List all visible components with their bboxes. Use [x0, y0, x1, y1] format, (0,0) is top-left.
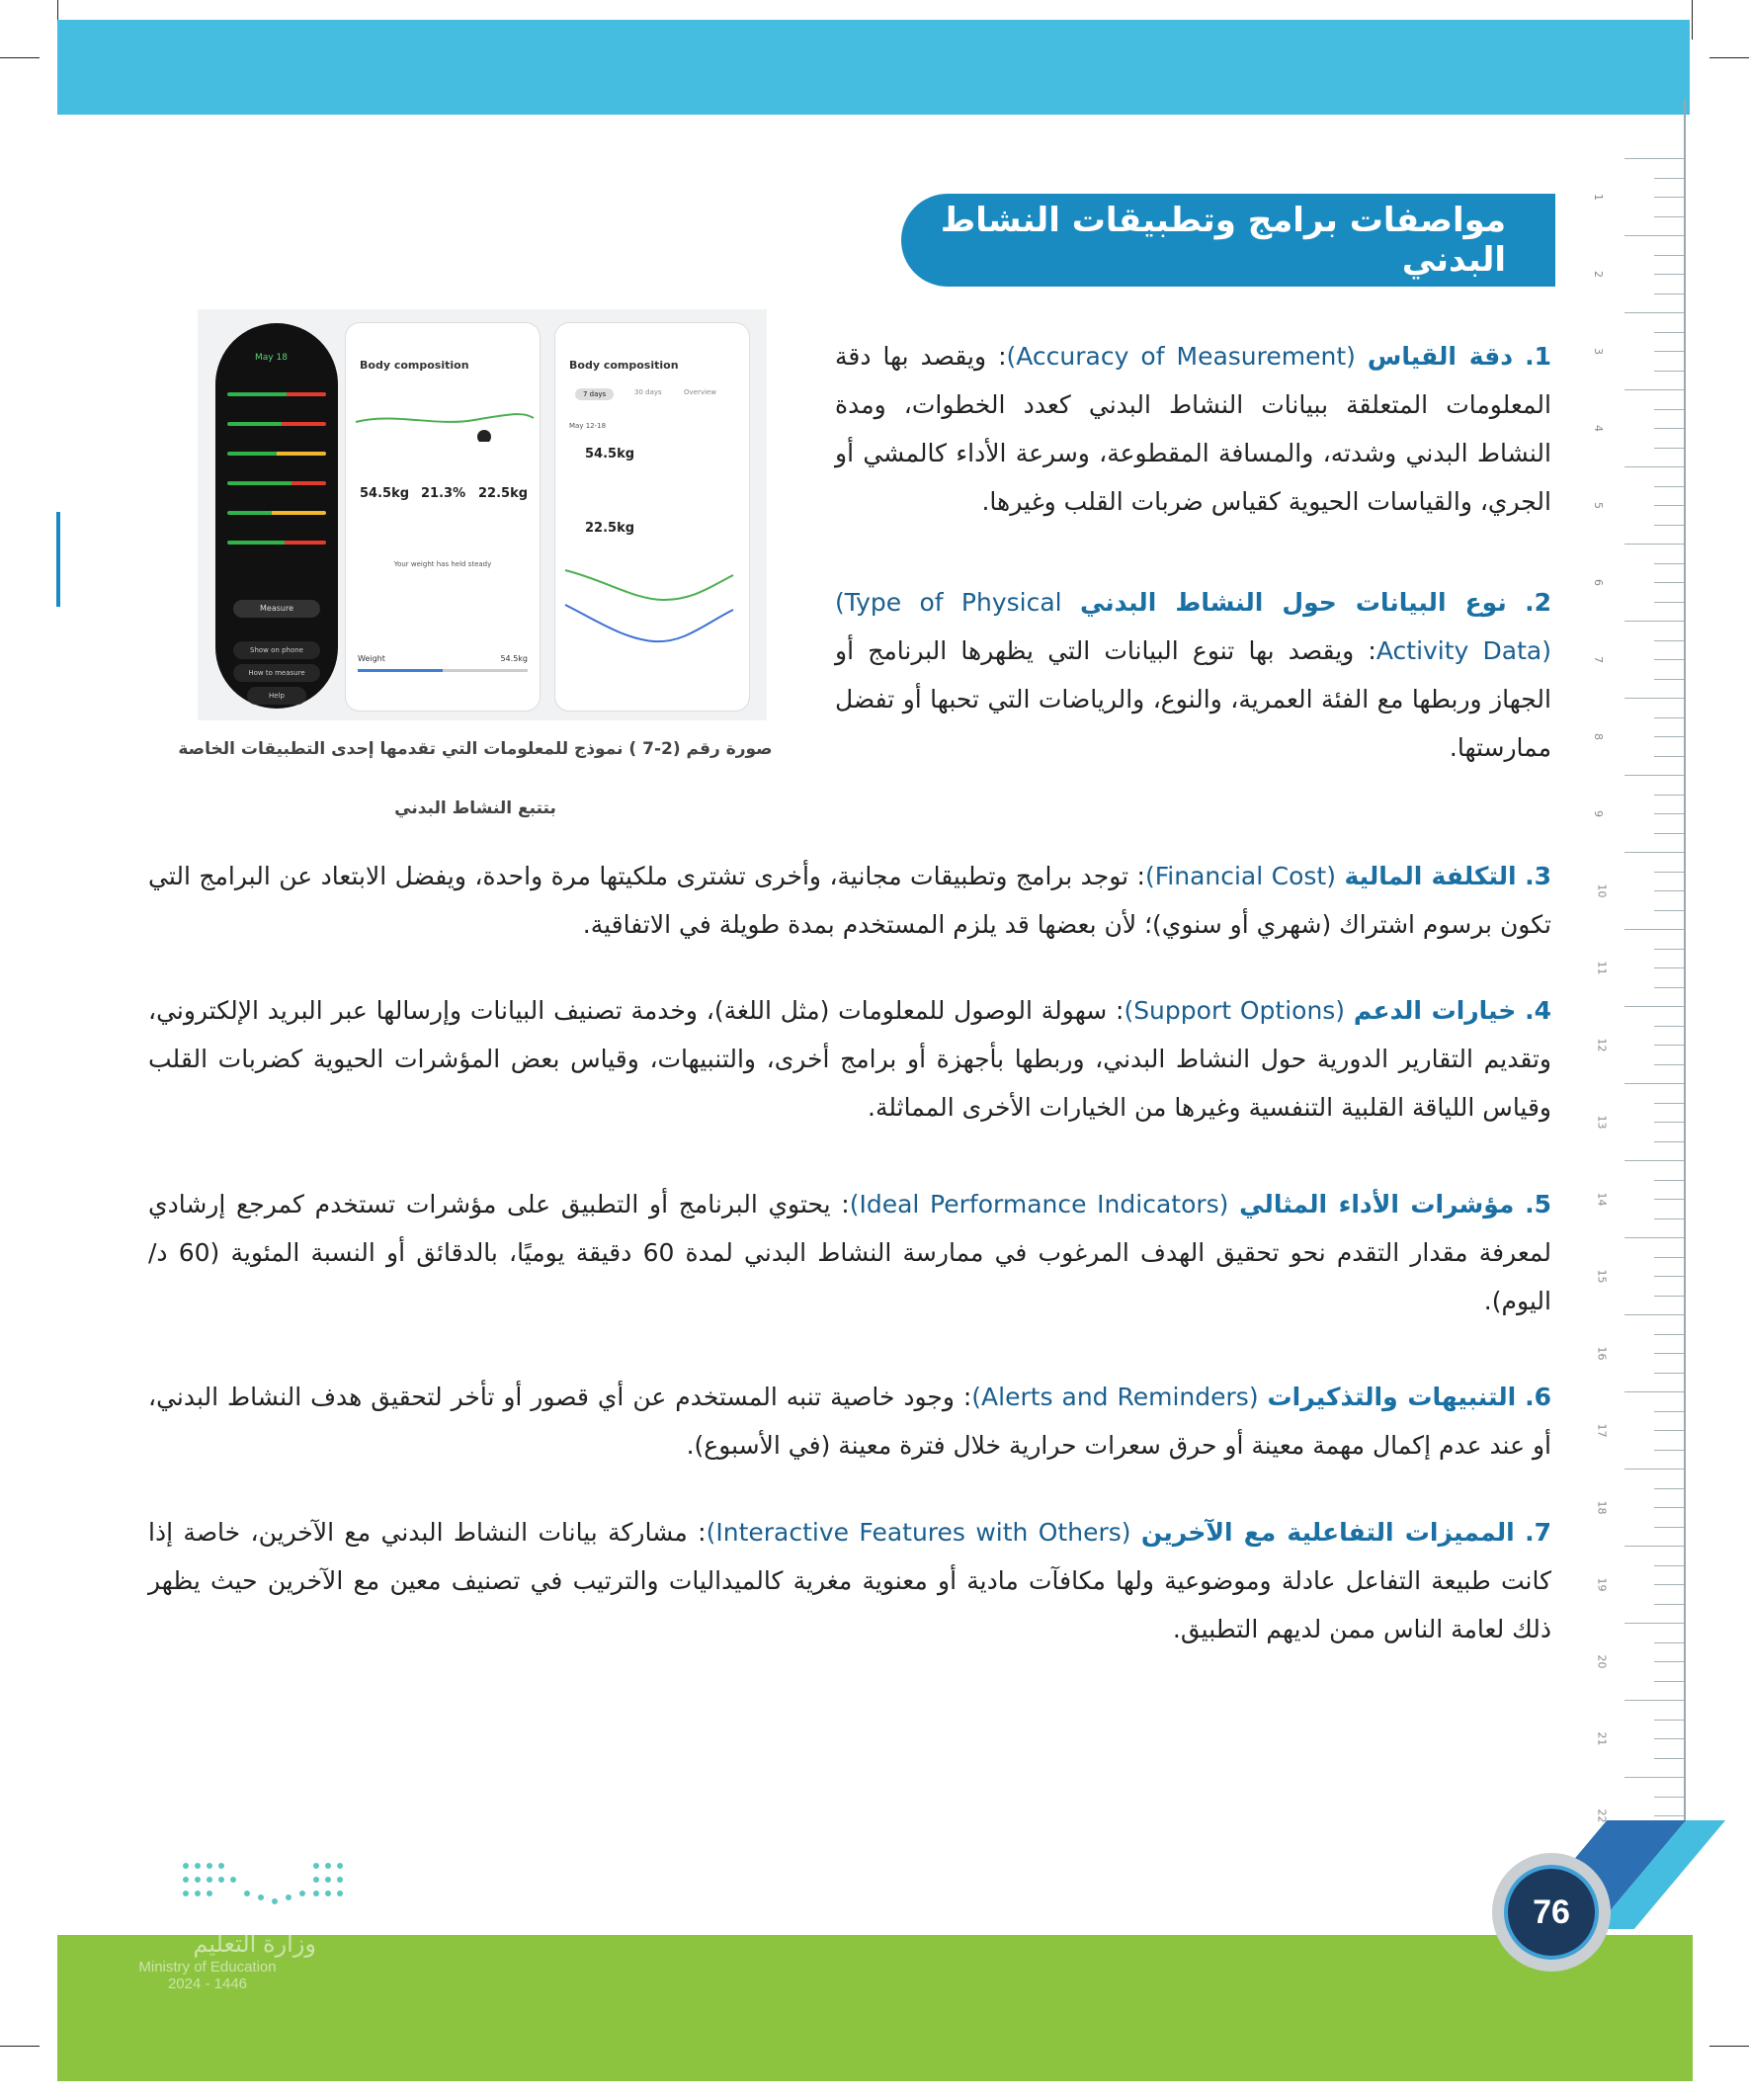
item-body: : مشاركة بيانات النشاط البدني مع الآخرين، خاصة إذا كانت طبيعة التفاعل عادلة وموضوعية ولها مكافآت مادية أو معنوية مغرية كالميداليات والترتيب في تصنيف معين مع الآخرين حيث يظهر ذلك لعامة الناس ممن لديهم التطبيق. — [148, 1518, 1551, 1643]
watch-bar — [227, 452, 326, 456]
ruler-tick — [1624, 1546, 1684, 1547]
ruler-number: 17 — [1595, 1423, 1609, 1438]
ruler-number: 3 — [1592, 348, 1605, 355]
ministry-year: 2024 - 1446 — [167, 1975, 248, 1992]
ruler-tick — [1654, 505, 1684, 506]
figure-caption-line1: صورة رقم (2-7 ) نموذج للمعلومات التي تقدمها إحدى التطبيقات الخاصة — [178, 739, 773, 759]
ruler-tick — [1654, 1565, 1684, 1566]
list-item — [148, 1180, 1551, 1325]
item-number: 2. — [1525, 588, 1551, 617]
crop-mark — [1709, 2046, 1749, 2047]
watch-menu-label: How to measure — [248, 669, 305, 677]
item-number: 4. — [1525, 996, 1552, 1025]
item-english-term: (Alerts and Reminders) — [971, 1383, 1259, 1411]
ruler-tick — [1654, 756, 1684, 757]
item-english-term: (Support Options) — [1124, 996, 1346, 1025]
ruler-tick — [1654, 736, 1684, 737]
ruler-tick — [1624, 1700, 1684, 1701]
item-heading: نوع البيانات حول النشاط البدني — [1079, 588, 1507, 617]
phone2-tab-overview: Overview — [684, 388, 716, 396]
list-item — [835, 578, 1551, 772]
phone1-slider — [358, 669, 528, 672]
ruler-tick — [1624, 621, 1684, 622]
ruler-number: 1 — [1592, 194, 1605, 201]
phone-screen-1 — [346, 323, 540, 711]
ruler-number: 11 — [1595, 961, 1609, 975]
item-number: 3. — [1525, 862, 1551, 890]
ruler-tick — [1654, 659, 1684, 660]
ruler-number: 18 — [1595, 1500, 1609, 1515]
phone1-stat-muscle: 22.5kg — [478, 486, 529, 501]
section-title-pill — [901, 194, 1555, 287]
ruler-tick — [1654, 1064, 1684, 1065]
ruler-tick — [1624, 775, 1684, 776]
ruler-tick — [1654, 1257, 1684, 1258]
watch-menu-item — [233, 641, 320, 659]
watch-measure-label: Measure — [260, 604, 293, 613]
ruler-tick — [1654, 1720, 1684, 1721]
ruler-tick — [1654, 1604, 1684, 1605]
crop-mark — [0, 57, 40, 58]
ruler-tick — [1654, 1738, 1684, 1739]
watch-bar — [227, 511, 326, 515]
watch-bar — [227, 541, 326, 545]
ruler-tick — [1654, 679, 1684, 680]
list-item — [835, 332, 1551, 526]
ruler-tick — [1624, 1777, 1684, 1778]
ruler-tick — [1654, 351, 1684, 352]
ruler-tick — [1624, 1083, 1684, 1084]
ruler-number: 5 — [1592, 502, 1605, 509]
figure-caption-line2: بتتبع النشاط البدني — [394, 798, 556, 818]
ruler-tick — [1624, 235, 1684, 236]
ruler-number: 8 — [1592, 733, 1605, 740]
page-number-badge — [1492, 1853, 1611, 1972]
item-english-term: (Ideal Performance Indicators) — [849, 1190, 1229, 1218]
item-heading: المميزات التفاعلية مع الآخرين — [1140, 1518, 1515, 1547]
ruler-tick — [1624, 1314, 1684, 1315]
ruler-tick — [1654, 1642, 1684, 1643]
ruler-tick — [1654, 371, 1684, 372]
ruler-tick — [1654, 1199, 1684, 1200]
ruler-tick — [1654, 1797, 1684, 1798]
ruler-tick — [1624, 544, 1684, 545]
ruler-tick — [1654, 409, 1684, 410]
ruler-tick — [1654, 1450, 1684, 1451]
phone2-stat-bottom: 22.5kg — [585, 521, 635, 536]
ruler-tick — [1624, 929, 1684, 930]
section-title: مواصفات برامج وتطبيقات النشاط البدني — [940, 201, 1506, 280]
phone1-stat-weight: 54.5kg — [360, 486, 410, 501]
ruler-tick — [1654, 1141, 1684, 1142]
ruler-number: 16 — [1595, 1346, 1609, 1361]
ruler-tick — [1654, 1026, 1684, 1027]
ruler-tick — [1624, 1006, 1684, 1007]
item-body: : سهولة الوصول للمعلومات (مثل اللغة)، وخدمة تصنيف البيانات وإرسالها عبر البريد الإلكتروني، وتقديم التقارير الدورية حول النشاط البدني، وربطها بأجهزة أو برامج أخرى، والتنبيهات، وقياس بعض المؤشرات الحيوية كضربات القلب وقياس اللياقة القلبية التنفسية وغيرها من الخيارات الأخرى المماثلة. — [148, 996, 1551, 1122]
ruler-tick — [1654, 890, 1684, 891]
ruler-tick — [1654, 216, 1684, 217]
list-item — [148, 1508, 1551, 1653]
ruler-number: 7 — [1592, 656, 1605, 663]
ruler-tick — [1654, 1045, 1684, 1046]
ruler-tick — [1654, 197, 1684, 198]
item-body: : وجود خاصية تنبه المستخدم عن أي قصور أو تأخر لتحقيق هدف النشاط البدني، أو عند عدم إكمال مهمة معينة أو حرق سعرات حرارية خلال فترة معينة (في الأسبوع). — [148, 1383, 1551, 1460]
ruler-tick — [1654, 1276, 1684, 1277]
ruler-number: 14 — [1595, 1192, 1609, 1207]
ruler-tick — [1624, 852, 1684, 853]
ruler-tick — [1654, 717, 1684, 718]
ruler-tick — [1624, 389, 1684, 390]
ruler-tick — [1654, 833, 1684, 834]
phone2-trend-chart — [555, 550, 749, 659]
watch-bar — [227, 392, 326, 396]
item-body: : توجد برامج وتطبيقات مجانية، وأخرى تشترى ملكيتها مرة واحدة، ويفضل الابتعاد عن البرامج التي تكون برسوم اشتراك (شهري أو سنوي)؛ لأن بعضها قد يلزم المستخدم بمدة طويلة في الاتفاقية. — [148, 862, 1551, 939]
ruler-tick — [1624, 1237, 1684, 1238]
item-english-term: (Type of Physical Activity Data) — [835, 588, 1551, 665]
top-banner — [57, 20, 1690, 115]
ruler-tick — [1654, 1373, 1684, 1374]
ruler-tick — [1654, 582, 1684, 583]
item-body: : يحتوي البرنامج أو التطبيق على مؤشرات تستخدم كمرجع إرشادي لمعرفة مقدار التقدم نحو تحقيق الهدف المرغوب في ممارسة النشاط البدني لمدة 60 دقيقة يوميًا، بالدقائق أو النسبة المئوية (60 د/اليوم). — [148, 1190, 1551, 1315]
phone2-range: May 12-18 — [569, 422, 607, 430]
ruler-tick — [1654, 1815, 1684, 1816]
ruler-number: 10 — [1595, 883, 1609, 898]
phone1-weight-chart — [346, 382, 540, 442]
ruler-tick — [1624, 1623, 1684, 1624]
ruler-number: 9 — [1592, 810, 1605, 817]
item-number: 5. — [1525, 1190, 1551, 1218]
ruler-tick — [1654, 813, 1684, 814]
item-heading: خيارات الدعم — [1353, 996, 1517, 1025]
phone1-note: Your weight has held steady — [393, 560, 492, 568]
ruler-number: 19 — [1595, 1577, 1609, 1592]
item-heading: مؤشرات الأداء المثالي — [1239, 1190, 1515, 1218]
ruler-tick — [1624, 466, 1684, 467]
ruler-tick — [1654, 1353, 1684, 1354]
ministry-name-ar: وزارة التعليم — [193, 1931, 316, 1958]
smartwatch-screen — [215, 323, 338, 709]
ruler-tick — [1654, 949, 1684, 950]
ruler-tick — [1654, 525, 1684, 526]
page-ruler — [1593, 99, 1686, 1838]
ruler-tick — [1624, 1469, 1684, 1470]
crop-mark — [0, 2046, 40, 2047]
ruler-tick — [1654, 332, 1684, 333]
item-heading: التكلفة المالية — [1344, 862, 1517, 890]
item-body: : ويقصد بها دقة المعلومات المتعلقة ببيانات النشاط البدني كعدد الخطوات، ومدة النشاط البدني وشدته، والمسافة المقطوعة، وسرعة الأداء كالمشي أو الجري، والقياسات الحيوية كقياس ضربات القلب وغيرها. — [835, 342, 1551, 516]
ruler-number: 13 — [1595, 1115, 1609, 1130]
ruler-tick — [1654, 1681, 1684, 1682]
figure-app-screens — [198, 309, 767, 720]
ruler-number: 22 — [1595, 1808, 1609, 1823]
ruler-tick — [1654, 640, 1684, 641]
list-item — [148, 1373, 1551, 1470]
phone2-title: Body composition — [569, 359, 679, 372]
phone-screen-2 — [555, 323, 749, 711]
phone1-weight-value: 54.5kg — [500, 654, 528, 663]
ruler-tick — [1654, 1411, 1684, 1412]
crop-mark — [1692, 0, 1693, 40]
ruler-tick — [1654, 563, 1684, 564]
ruler-number: 12 — [1595, 1038, 1609, 1052]
ruler-number: 2 — [1592, 271, 1605, 278]
ruler-tick — [1654, 1661, 1684, 1662]
ruler-tick — [1654, 1218, 1684, 1219]
ruler-tick — [1654, 602, 1684, 603]
ruler-number: 6 — [1592, 579, 1605, 586]
ruler-tick — [1624, 1391, 1684, 1392]
phone2-tab-30days: 30 days — [634, 388, 662, 396]
watch-bar — [227, 422, 326, 426]
ruler-tick — [1654, 987, 1684, 988]
phone1-weight-label: Weight — [358, 654, 385, 663]
ruler-tick — [1654, 448, 1684, 449]
ruler-tick — [1654, 1430, 1684, 1431]
ruler-tick — [1654, 795, 1684, 796]
ruler-tick — [1654, 872, 1684, 873]
ruler-tick — [1654, 178, 1684, 179]
ruler-tick — [1624, 158, 1684, 159]
ruler-tick — [1654, 1103, 1684, 1104]
ministry-watermark — [99, 1930, 316, 1992]
ruler-tick — [1654, 1180, 1684, 1181]
phone1-title: Body composition — [360, 359, 469, 372]
ruler-tick — [1654, 274, 1684, 275]
item-number: 7. — [1525, 1518, 1551, 1547]
ruler-tick — [1654, 910, 1684, 911]
ruler-tick — [1654, 1488, 1684, 1489]
ruler-tick — [1624, 1160, 1684, 1161]
ruler-tick — [1654, 1584, 1684, 1585]
ruler-tick — [1654, 967, 1684, 968]
ruler-tick — [1654, 255, 1684, 256]
item-number: 6. — [1525, 1383, 1552, 1411]
item-english-term: (Accuracy of Measurement) — [1006, 342, 1356, 371]
ruler-number: 15 — [1595, 1269, 1609, 1284]
ruler-tick — [1654, 1507, 1684, 1508]
ruler-tick — [1654, 1527, 1684, 1528]
crop-mark — [1709, 57, 1749, 58]
page-number: 76 — [1504, 1865, 1599, 1960]
ruler-tick — [1654, 1758, 1684, 1759]
watch-menu-item — [247, 687, 306, 705]
item-number: 1. — [1525, 342, 1552, 371]
ruler-tick — [1654, 428, 1684, 429]
ruler-tick — [1624, 698, 1684, 699]
item-heading: التنبيهات والتذكيرات — [1267, 1383, 1517, 1411]
item-heading: دقة القياس — [1367, 342, 1514, 371]
watch-menu-label: Help — [269, 692, 285, 700]
ministry-logo-icon — [178, 1858, 351, 1919]
watch-menu-label: Show on phone — [250, 646, 303, 654]
ruler-number: 20 — [1595, 1654, 1609, 1669]
watch-date: May 18 — [255, 353, 288, 363]
watch-measure-button — [233, 600, 320, 618]
item-english-term: (Financial Cost) — [1144, 862, 1336, 890]
phone2-stat-top: 54.5kg — [585, 447, 635, 462]
item-english-term: (Interactive Features with Others) — [706, 1518, 1131, 1547]
phone1-stat-fat: 21.3% — [421, 486, 466, 501]
ruler-number: 4 — [1592, 425, 1605, 432]
ruler-tick — [1654, 1296, 1684, 1297]
phone2-tab-7days: 7 days — [575, 388, 614, 400]
watch-bar — [227, 481, 326, 485]
margin-marker — [56, 512, 60, 607]
ruler-tick — [1654, 1334, 1684, 1335]
list-item — [148, 986, 1551, 1132]
ruler-tick — [1624, 312, 1684, 313]
item-body: : ويقصد بها تنوع البيانات التي يظهرها البرنامج أو الجهاز وربطها مع الفئة العمرية، والنوع، والرياضات التي تحبها أو تفضل ممارستها. — [835, 636, 1551, 762]
ministry-name-en: Ministry of Education — [138, 1959, 277, 1975]
ruler-tick — [1654, 1122, 1684, 1123]
ruler-tick — [1654, 486, 1684, 487]
list-item — [148, 852, 1551, 949]
ruler-number: 21 — [1595, 1731, 1609, 1746]
watch-menu-item — [233, 664, 320, 682]
